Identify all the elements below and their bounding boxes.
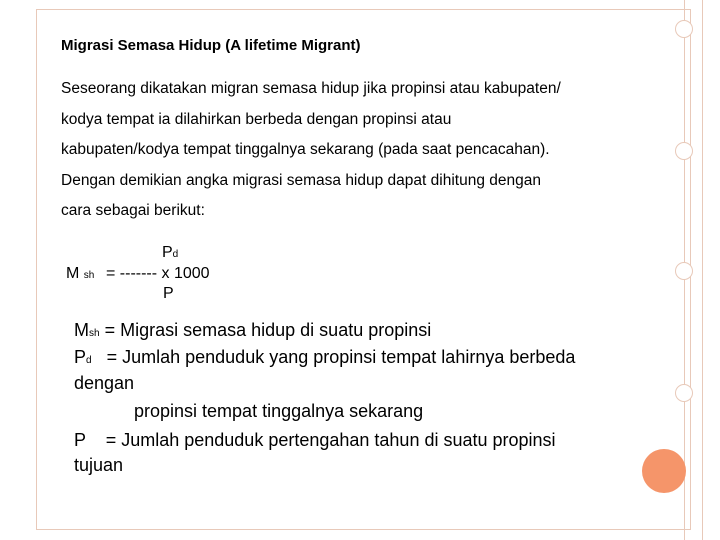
decorative-ring — [675, 262, 693, 280]
formula-numerator: Pd — [162, 244, 179, 261]
formula-numerator-subscript: d — [172, 249, 179, 260]
formula-denominator: P — [163, 285, 174, 302]
slide-title: Migrasi Semasa Hidup (A lifetime Migrant) — [61, 37, 361, 54]
paragraph-line: kabupaten/kodya tempat tinggalnya sekarang (pada saat pencacahan). — [61, 141, 550, 158]
definition-paragraph — [61, 74, 661, 227]
definition-p-continuation: tujuan — [74, 455, 124, 475]
paragraph-line: Dengan demikian angka migrasi semasa hidup dapat dihitung dengan — [61, 171, 541, 189]
decorative-ring — [675, 142, 693, 160]
paragraph-line: cara sebagai berikut: — [61, 202, 205, 219]
decorative-line — [702, 0, 703, 540]
definition-pd-continuation: propinsi tempat tinggalnya sekarang — [134, 401, 424, 421]
formula-lhs-subscript: sh — [83, 270, 95, 281]
paragraph-line: Seseorang dikatakan migran semasa hidup jika propinsi atau kabupaten/ — [61, 80, 561, 97]
pd-subscript: d — [86, 355, 92, 366]
definition-msh: Msh = Migrasi semasa hidup di suatu propinsi — [74, 320, 432, 340]
formula-lhs: M sh — [66, 265, 95, 282]
decorative-ring — [675, 384, 693, 402]
decorative-ring — [675, 20, 693, 38]
definition-p: P = Jumlah penduduk pertengahan tahun di suatu propinsi — [74, 430, 556, 450]
accent-circle — [642, 449, 686, 493]
definition-pd-continuation: dengan — [74, 373, 135, 393]
msh-subscript: sh — [89, 328, 100, 339]
paragraph-line: kodya tempat ia dilahirkan berbeda dengan propinsi atau — [61, 110, 452, 128]
formula-equals-line: = ------- x 1000 — [106, 265, 210, 282]
definition-pd: Pd = Jumlah penduduk yang propinsi tempat lahirnya berbeda — [74, 347, 576, 367]
